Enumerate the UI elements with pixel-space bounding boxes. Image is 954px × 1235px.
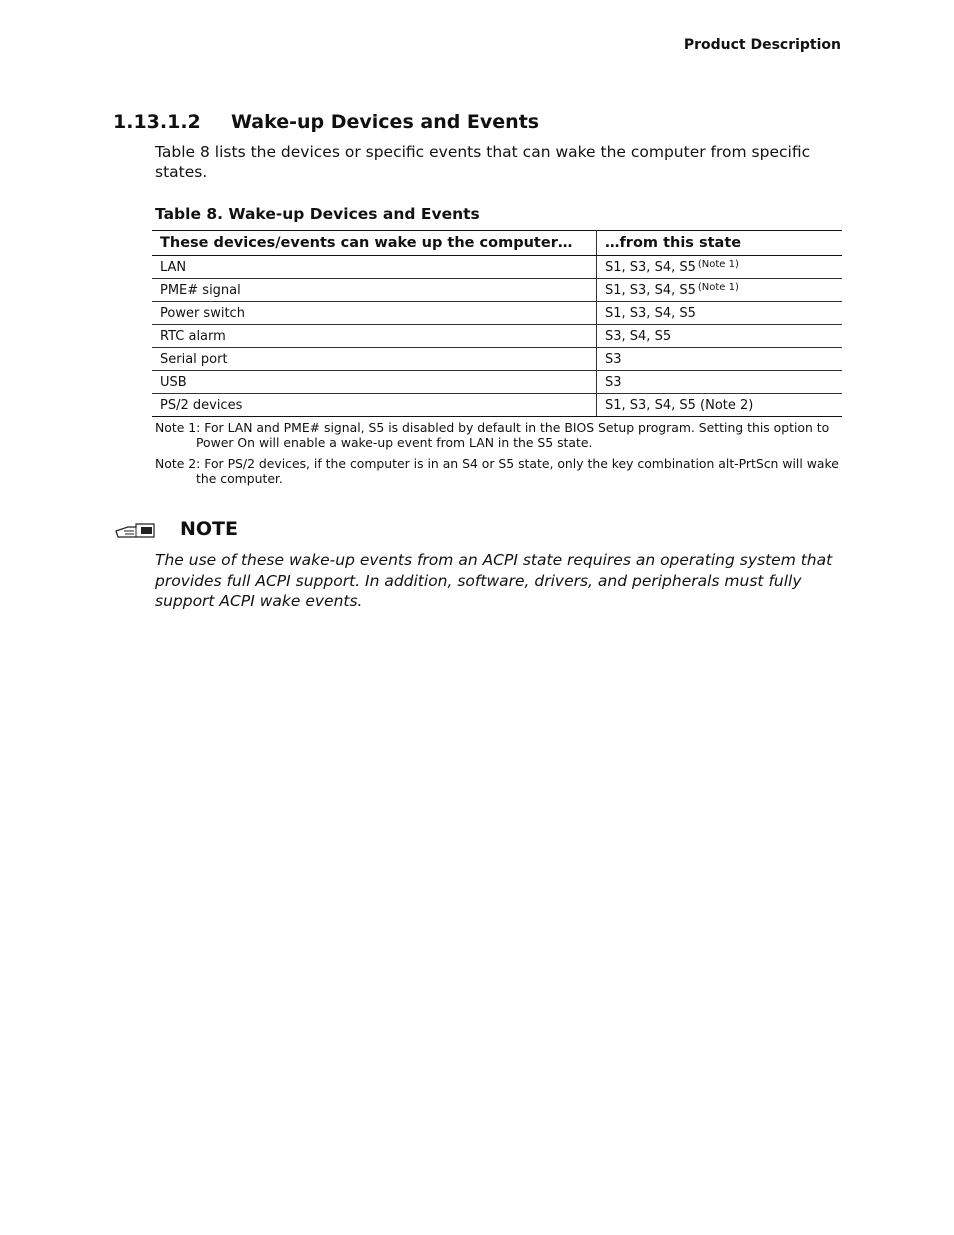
footnote-1: Note 1: For LAN and PME# signal, S5 is disabled by default in the BIOS Setup program. Setting this option to Power On will enable a wake-up event from LAN in the S5 state. bbox=[155, 420, 830, 450]
section-heading bbox=[113, 111, 539, 133]
state-cell bbox=[597, 256, 843, 279]
state-cell bbox=[597, 394, 843, 417]
state-value: S3, S4, S5 bbox=[605, 328, 672, 344]
table-row bbox=[152, 279, 842, 302]
device-cell: USB bbox=[152, 371, 597, 394]
state-value: S1, S3, S4, S5 bbox=[605, 305, 696, 321]
state-cell bbox=[597, 279, 843, 302]
device-cell: RTC alarm bbox=[152, 325, 597, 348]
table-row bbox=[152, 394, 842, 417]
column-header-device: These devices/events can wake up the computer… bbox=[152, 231, 597, 256]
state-cell bbox=[597, 348, 843, 371]
footnote-2: Note 2: For PS/2 devices, if the computer is in an S4 or S5 state, only the key combination alt-PrtScn will wake the computer. bbox=[155, 456, 839, 486]
state-cell bbox=[597, 302, 843, 325]
device-cell: PS/2 devices bbox=[152, 394, 597, 417]
device-cell: LAN bbox=[152, 256, 597, 279]
table-header-row bbox=[152, 231, 842, 256]
state-value: S1, S3, S4, S5 (Note 2) bbox=[605, 397, 754, 413]
section-title: Wake-up Devices and Events bbox=[231, 111, 540, 133]
table-row bbox=[152, 371, 842, 394]
state-cell bbox=[597, 371, 843, 394]
wake-up-table bbox=[152, 230, 842, 417]
section-number: 1.13.1.2 bbox=[113, 111, 201, 133]
state-note-superscript: (Note 1) bbox=[697, 258, 739, 270]
table-footnotes bbox=[155, 420, 845, 492]
table-row bbox=[152, 348, 842, 371]
state-value: S1, S3, S4, S5 bbox=[605, 259, 696, 275]
state-note-superscript: (Note 1) bbox=[697, 281, 739, 293]
device-cell: Power switch bbox=[152, 302, 597, 325]
pointing-hand-icon bbox=[114, 517, 158, 541]
running-header: Product Description bbox=[683, 37, 841, 53]
state-value: S3 bbox=[605, 351, 622, 367]
section-intro: Table 8 lists the devices or specific events that can wake the computer from specific states. bbox=[155, 143, 811, 181]
table-row bbox=[152, 256, 842, 279]
device-cell: PME# signal bbox=[152, 279, 597, 302]
state-cell bbox=[597, 325, 843, 348]
state-value: S3 bbox=[605, 374, 622, 390]
table-body bbox=[152, 256, 842, 417]
note-body: The use of these wake-up events from an ACPI state requires an operating system that provides full ACPI support. In addition, software, drivers, and peripherals must fully support ACPI wake events. bbox=[155, 551, 833, 610]
table-row bbox=[152, 325, 842, 348]
table-row bbox=[152, 302, 842, 325]
device-cell: Serial port bbox=[152, 348, 597, 371]
column-header-state: …from this state bbox=[597, 231, 843, 256]
state-value: S1, S3, S4, S5 bbox=[605, 282, 696, 298]
note-heading: NOTE bbox=[180, 518, 238, 540]
table-caption: Table 8. Wake-up Devices and Events bbox=[155, 205, 480, 223]
